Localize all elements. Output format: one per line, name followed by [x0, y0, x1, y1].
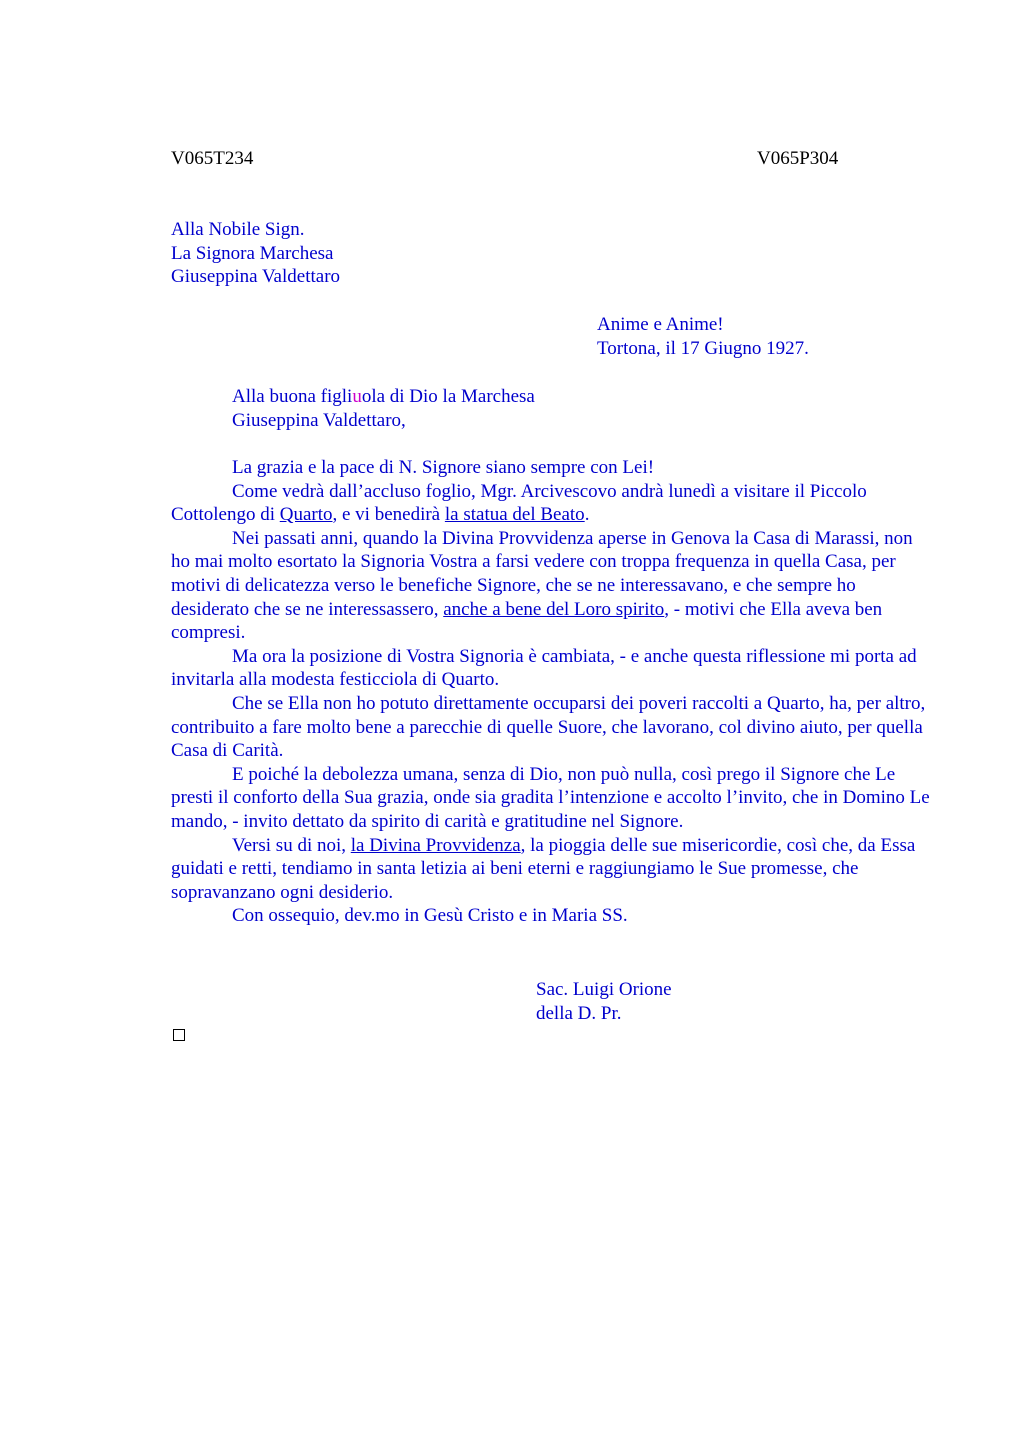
- paragraph-7: [171, 834, 931, 905]
- paragraph-3: [171, 527, 931, 645]
- addressee-line-1: Alla Nobile Sign.: [171, 219, 305, 240]
- paragraph-5: Che se Ella non ho potuto direttamente occuparsi dei poveri raccolti a Quarto, ha, per altro, contribuito a fare molto bene a parecchie di quelle Suore, che lavorano, col divino aiuto, per quella Casa di Carità.: [171, 692, 926, 762]
- paragraph-8: Con ossequio, dev.mo in Gesù Cristo e in Maria SS.: [232, 905, 628, 927]
- link-bene-spirito[interactable]: anche a bene del Loro spirito: [443, 598, 665, 620]
- addressee-line-2: La Signora Marchesa: [171, 242, 334, 264]
- paragraph-1: La grazia e la pace di N. Signore siano sempre con Lei!: [232, 457, 655, 478]
- signature-block: [536, 978, 672, 1025]
- link-statua-beato[interactable]: la statua del Beato: [444, 504, 585, 526]
- motto: Anime e Anime!: [597, 314, 724, 335]
- salutation-line-1: [232, 385, 535, 409]
- paragraph-3-text-a: Nei passati anni, quando la Divina Provvidenza aperse in Genova la Casa di Marassi, non ho mai molto esortato la Signoria Vostra a farsi vedere con troppa frequenza in quella Casa, per motivi di delicatezza verso le benefiche Signore, che se ne interessavano, e che sempre ho desiderato che se ne interessassero,: [171, 527, 913, 620]
- paragraph-3-text-b: , - motivi che Ella aveva ben compresi.: [171, 598, 883, 644]
- editorial-mark: u: [352, 386, 362, 407]
- salutation-block: [232, 385, 535, 432]
- paragraph-2-text-a: Come vedrà dall’accluso foglio, Mgr. Arcivescovo andrà lunedì a visitare il Piccolo Cottolengo di: [171, 480, 867, 526]
- paragraph-7-text-b: , la pioggia delle sue misericordie, così che, da Essa guidati e retti, tendiamo in santa letizia ai beni eterni e raggiungiamo le Sue promesse, che sopravanzano ogni desiderio.: [171, 834, 916, 903]
- letter-body: [171, 456, 931, 928]
- salutation-line-2: Giuseppina Valdettaro,: [232, 409, 406, 431]
- paragraph-2-text-b: , e vi benedirà: [332, 504, 445, 526]
- paragraph-7-text-a: Versi su di noi,: [232, 834, 351, 856]
- signature-name: Sac. Luigi Orione: [536, 979, 672, 1000]
- end-box-icon: [173, 1029, 185, 1041]
- paragraph-6: E poiché la debolezza umana, senza di Dio, non può nulla, così prego il Signore che Le presti il conforto della Sua grazia, onde sia gradita l’intenzione e accolto l’invito, che in Domino Le mando, - invito dettato da spirito di carità e gratitudine nel Signore.: [171, 763, 930, 832]
- place-date-block: [597, 313, 809, 360]
- document-code-left: V065T234: [171, 148, 254, 169]
- addressee-block: [171, 218, 340, 289]
- salutation-text-a: Alla buona figli: [232, 386, 353, 407]
- link-divina-provvidenza[interactable]: la Divina Provvidenza: [350, 834, 521, 856]
- document-code-right: V065P304: [757, 148, 839, 169]
- paragraph-2: [171, 480, 931, 527]
- link-quarto[interactable]: Quarto: [279, 504, 333, 526]
- addressee-line-3: Giuseppina Valdettaro: [171, 266, 341, 288]
- letter-date: Tortona, il 17 Giugno 1927.: [597, 337, 809, 359]
- paragraph-2-text-c: .: [584, 504, 590, 526]
- paragraph-4: Ma ora la posizione di Vostra Signoria è cambiata, - e anche questa riflessione mi porta ad invitarla alla modesta festicciola di Quarto.: [171, 645, 917, 691]
- salutation-text-b: ola di Dio la Marchesa: [361, 386, 535, 407]
- signature-congregation: della D. Pr.: [536, 1002, 622, 1024]
